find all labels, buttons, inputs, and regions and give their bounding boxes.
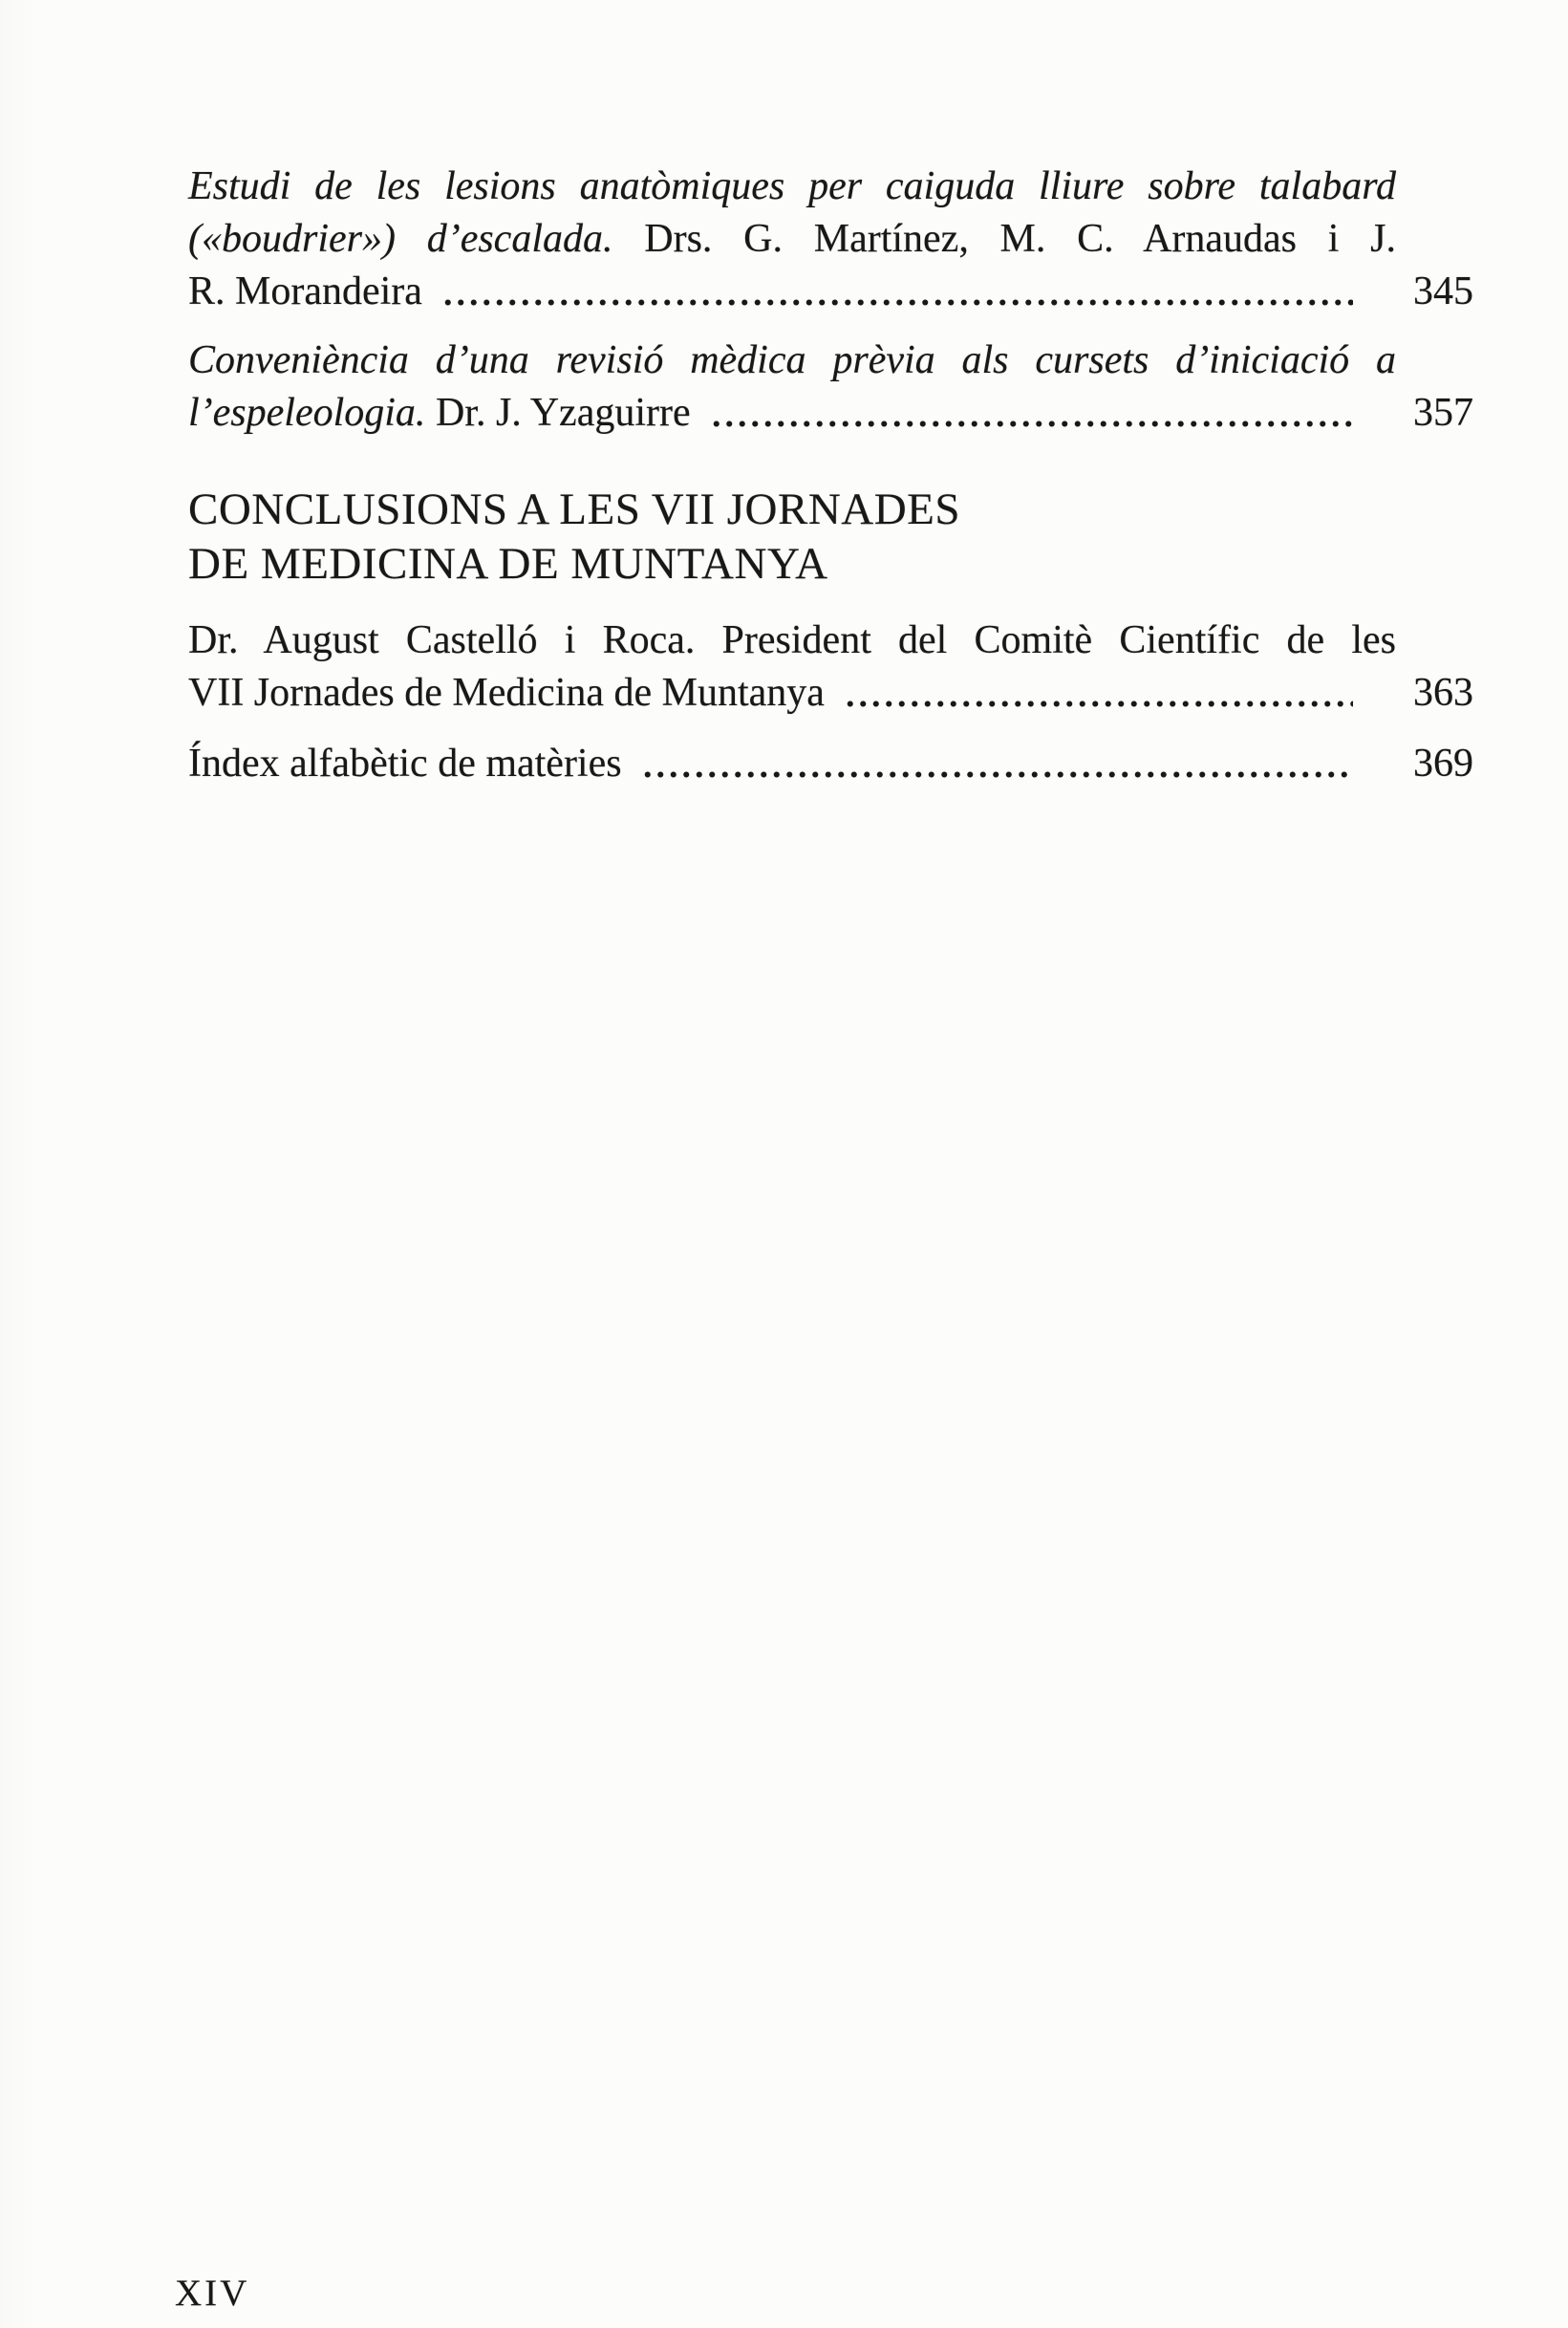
section-heading-line: DE MEDICINA DE MUNTANYA	[188, 539, 828, 589]
folio-page-number: XIV	[175, 2273, 250, 2314]
section-heading-conclusions	[188, 483, 1396, 592]
toc-entry-title-authors-line	[188, 213, 1396, 266]
page-number: 357	[1413, 391, 1473, 435]
toc-entry-authors: Drs. G. Martínez, M. C. Arnaudas i J.	[644, 217, 1397, 261]
toc-entry-castello-conclusions	[188, 614, 1473, 720]
toc-entry-author-continuation: R. Morandeira	[188, 269, 422, 313]
toc-entry-title-continuation: l’espeleologia.	[188, 391, 426, 435]
toc-entry-lastline	[188, 387, 1473, 440]
toc-entry-author-line: Dr. August Castelló i Roca. President del Comitè Científic de les	[188, 618, 1396, 662]
toc-entry-title-continuation: VII Jornades de Medicina de Muntanya	[188, 671, 825, 715]
dot-leader	[641, 771, 1353, 778]
page-number: 369	[1413, 742, 1473, 786]
toc-entry-index-alfabetic	[188, 738, 1473, 790]
toc-entry-title-line: Conveniència d’una revisió mèdica prèvia als cursets d’iniciació a	[188, 338, 1396, 382]
toc-entry-title: Índex alfabètic de matèries	[188, 742, 622, 786]
dot-leader	[710, 420, 1353, 427]
toc-entry-title-continuation: («boudrier») d’escalada.	[188, 217, 613, 261]
toc-entry-lastline	[188, 738, 1473, 790]
toc-entry-lastline	[188, 667, 1473, 720]
toc-entry-title-line: Estudi de les lesions anatòmiques per caiguda lliure sobre talabard	[188, 164, 1396, 208]
dot-leader	[441, 299, 1353, 306]
toc-entry-author: Dr. J. Yzaguirre	[435, 391, 691, 435]
toc-entry-lastline	[188, 266, 1473, 318]
page-number: 363	[1413, 671, 1473, 715]
toc-entry-conveniencia-revisio	[188, 334, 1473, 440]
dot-leader	[844, 701, 1353, 707]
toc-entry-title-author	[188, 387, 691, 440]
section-heading-line: CONCLUSIONS A LES VII JORNADES	[188, 485, 961, 534]
page-number: 345	[1413, 269, 1473, 313]
toc-entry-estudi-lesions	[188, 161, 1473, 318]
